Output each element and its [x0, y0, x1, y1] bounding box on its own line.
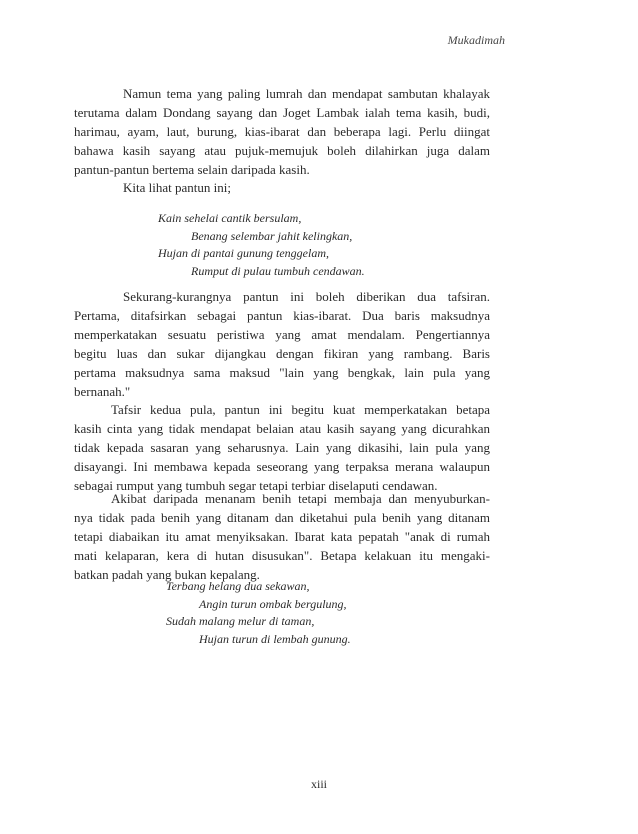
page-number: xiii: [310, 777, 327, 791]
text-line: batkan padah yang bukan kepalang.: [74, 567, 260, 583]
text-line: memperkatakan sesuatu peristiwa yang amat mendalam. Pengertiannya: [74, 327, 490, 343]
text-line: bahawa kasih sayang atau pujuk-memujuk boleh dilahirkan juga dalam: [74, 143, 490, 159]
text-line: pertama maksudnya sama maksud "lain yang bengkak, lain pula yang: [74, 365, 490, 381]
paragraph-5: [74, 489, 490, 584]
poem-line: Terbang helang dua sekawan,: [166, 579, 310, 593]
text-line: harimau, ayam, laut, burung, kias-ibarat dan beberapa lagi. Perlu diingat: [74, 124, 490, 140]
poem-line: Hujan di pantai gunung tenggelam,: [158, 246, 329, 260]
text-line: Akibat daripada menanam benih tetapi membaja dan menyuburkan-: [111, 491, 490, 506]
pantun-2: [166, 578, 351, 648]
paragraph-3: [74, 287, 490, 402]
text-line: Tafsir kedua pula, pantun ini begitu kuat memperkatakan betapa: [111, 402, 490, 417]
text-line: bernanah.": [74, 384, 131, 400]
text-line: kasih cinta yang tidak mendapat belaian atau kasih sayang yang dicurahkan: [74, 421, 490, 437]
poem-line: Benang selembar jahit kelingkan,: [191, 228, 353, 243]
paragraph-2: [123, 180, 231, 196]
text-line: tetapi diabaikan itu amat menyiksakan. Ibarat kata pepatah "anak di rumah: [74, 529, 490, 545]
text-line: Kita lihat pantun ini;: [123, 180, 231, 195]
text-line: begitu luas dan sukar dijangkau dengan fikiran yang rambang. Baris: [74, 346, 490, 362]
running-title: Mukadimah: [447, 33, 505, 47]
paragraph-4: [74, 400, 490, 495]
text-line: pantun-pantun bertema selain daripada kasih.: [74, 162, 310, 178]
text-line: disayangi. Ini membawa kepada seseorang yang terpaksa merana walaupun: [74, 459, 490, 475]
text-line: tidak kepada sasaran yang seharusnya. Lain yang dikasihi, lain pula yang: [74, 440, 490, 456]
text-line: Sekurang-kurangnya pantun ini boleh diberikan dua tafsiran.: [123, 289, 490, 304]
poem-line: Rumput di pulau tumbuh cendawan.: [191, 263, 365, 278]
text-line: nya tidak pada benih yang ditanam dan diketahui pula benih yang ditanam: [74, 510, 490, 526]
paragraph-1: [74, 84, 490, 179]
text-line: Namun tema yang paling lumrah dan mendapat sambutan khalayak: [123, 86, 490, 101]
poem-line: Sudah malang melur di taman,: [166, 614, 315, 628]
pantun-1: [158, 210, 365, 280]
text-line: mati kelaparan, kera di hutan disusukan". Betapa kelakuan itu mengaki-: [74, 548, 490, 564]
text-line: Pertama, ditafsirkan sebagai pantun kias-ibarat. Dua baris maksudnya: [74, 308, 490, 324]
text-line: sebagai rumput yang tumbuh segar tetapi terbiar diselaputi cendawan.: [74, 478, 438, 494]
poem-line: Hujan turun di lembah gunung.: [199, 631, 351, 646]
poem-line: Kain sehelai cantik bersulam,: [158, 211, 302, 225]
text-line: terutama dalam Dondang sayang dan Joget Lambak ialah tema kasih, budi,: [74, 105, 490, 121]
poem-line: Angin turun ombak bergulung,: [199, 596, 347, 611]
